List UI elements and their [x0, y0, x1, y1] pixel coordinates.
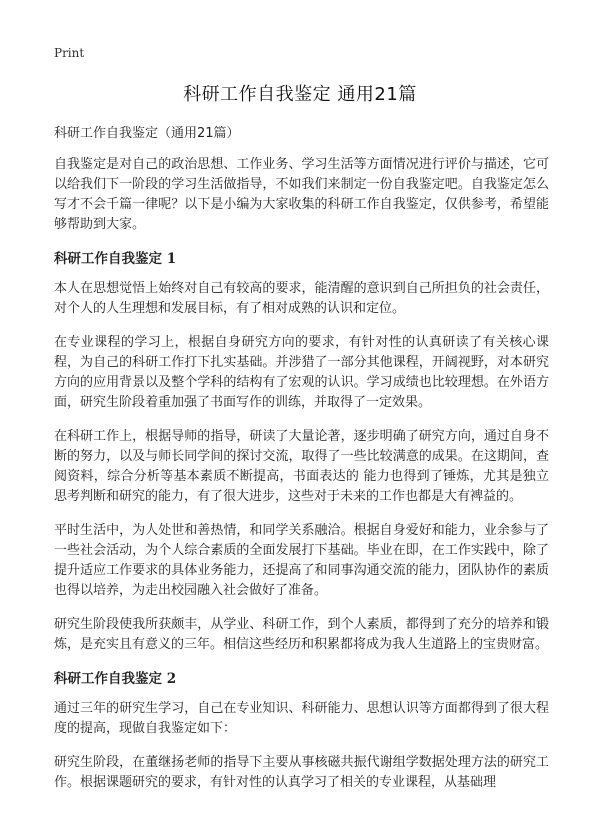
section-1 [54, 249, 549, 655]
print-link[interactable]: Print [54, 46, 85, 60]
paragraph: 在专业课程的学习上，根据自身研究方向的要求，有针对性的认真研读了有关核心课程，为自己的科研工作打下扎实基础。并涉猎了一部分其他课程，开阔视野，对本研究方向的应用背景以及整个学科的结构有了宏观的认识。学习成绩也比较理想。在外语方面，研究生阶段着重加强了书面写作的训练，并取得了一定效果。 [54, 335, 549, 410]
document-body [54, 124, 549, 807]
paragraph: 研究生阶段，在董继扬老师的指导下主要从事核磁共振代谢组学数据处理方法的研究工作。根据课题研究的要求，有针对性的认真学习了相关的专业课程，从基础理 [54, 755, 549, 790]
paragraph: 在科研工作上，根据导师的指导，研读了大量论著，逐步明确了研究方向，通过自身不断的努力，以及与师长同学间的探讨交流，取得了一些比较满意的成果。在这期间，查阅资料，综合分析等基本素质不断提高，书面表达的 能力也得到了锤炼，尤其是独立思考判断和研究的能力，有了很大进步，这些对于未来的工作也都是大有裨益的。 [54, 429, 549, 504]
document-subtitle: 科研工作自我鉴定（通用21篇） [54, 126, 240, 141]
section-heading: 科研工作自我鉴定 2 [54, 671, 177, 687]
paragraph: 本人在思想觉悟上始终对自己有较高的要求，能清醒的意识到自己所担负的社会责任，对个人的人生理想和发展目标，有了相对成熟的认识和定位。 [54, 281, 549, 316]
intro-paragraph: 自我鉴定是对自己的政治思想、工作业务、学习生活等方面情况进行评价与描述，它可以给我们下一阶段的学习生活做指导，不如我们来制定一份自我鉴定吧。自我鉴定怎么写才不会千篇一律呢？以下是小编为大家收集的科研工作自我鉴定，仅供参考，希望能够帮助到大家。 [54, 157, 549, 232]
section-heading: 科研工作自我鉴定 1 [54, 251, 177, 267]
section-2 [54, 669, 549, 793]
paragraph: 平时生活中，为人处世和善热情，和同学关系融洽。根据自身爱好和能力，业余参与了一些社会活动，为个人综合素质的全面发展打下基础。毕业在即，在工作实践中，除了提升适应工作要求的具体业务能力，还提高了和同事沟通交流的能力，团队协作的素质也得以培养，为走出校园融入社会做好了准备。 [54, 523, 549, 598]
paragraph: 通过三年的研究生学习，自己在专业知识、科研能力、思想认识等方面都得到了很大程度的提高，现做自我鉴定如下： [54, 701, 549, 736]
paragraph: 研究生阶段使我所获颇丰，从学业、科研工作，到个人素质，都得到了充分的培养和锻炼，是充实且有意义的三年。相信这些经历和积累都将成为我人生道路上的宝贵财富。 [54, 617, 549, 652]
page-title: 科研工作自我鉴定 通用21篇 [183, 84, 417, 105]
